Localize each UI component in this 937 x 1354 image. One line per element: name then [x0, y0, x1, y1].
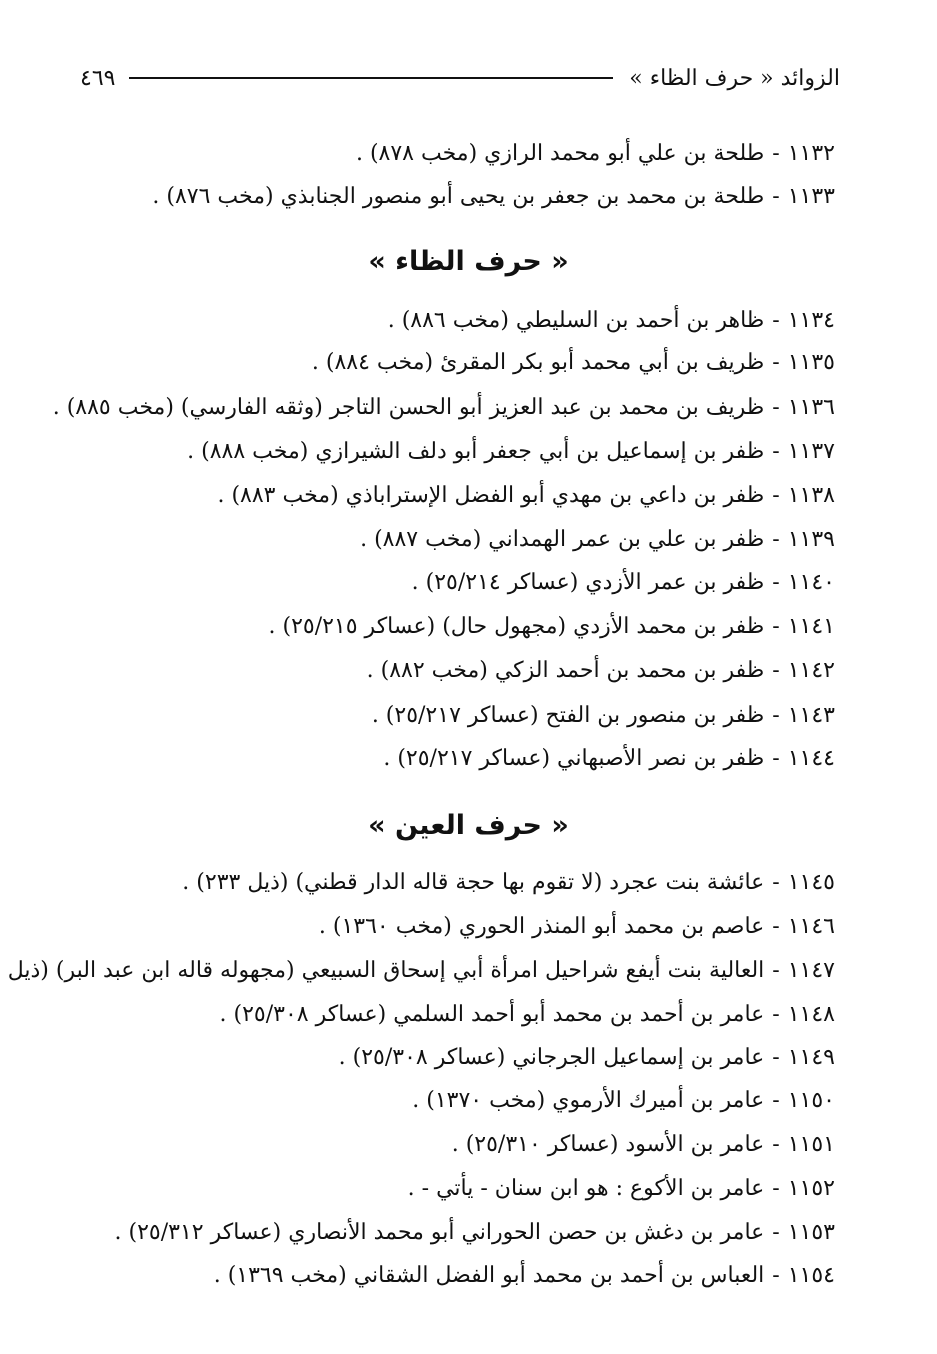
- entry-1150: [412, 1090, 835, 1112]
- entry-number: ١١٣٥: [787, 350, 835, 375]
- entry-dash: -: [772, 958, 780, 983]
- entry-number: ١١٤٣: [787, 703, 835, 728]
- entry-number: ١١٥٣: [787, 1220, 835, 1245]
- entry-number: ١١٥٢: [787, 1176, 835, 1201]
- entry-1143: [372, 705, 835, 727]
- entry-dash: -: [772, 1088, 780, 1113]
- entry-dash: -: [772, 746, 780, 771]
- entry-1147: [0, 960, 835, 982]
- entry-text: ظفر بن محمد بن أحمد الزكي (مخب ٨٨٢) .: [366, 658, 765, 683]
- entry-number: ١١٤٠: [787, 570, 835, 595]
- running-title: الزوائد « حرف الظاء »: [629, 65, 840, 91]
- section-heading-zaa: « حرف الظاء »: [368, 246, 569, 277]
- entry-number: ١١٤٧: [787, 958, 835, 983]
- entry-text: عامر بن دغش بن حصن الحوراني أبو محمد الأنصاري (عساكر ٢٥/٣١٢) .: [114, 1220, 765, 1245]
- entry-dash: -: [772, 570, 780, 595]
- entry-dash: -: [772, 483, 780, 508]
- entry-1140: [412, 572, 835, 594]
- entry-dash: -: [772, 1176, 780, 1201]
- entry-1137: [187, 441, 835, 463]
- entry-text: طلحة بن محمد بن جعفر بن يحيى أبو منصور الجنابذي (مخب ٨٧٦) .: [152, 184, 765, 209]
- entry-dash: -: [772, 308, 780, 333]
- entry-number: ١١٣٣: [787, 184, 835, 209]
- entry-text: ظفر بن داعي بن مهدي أبو الفضل الإستراباذي (مخب ٨٨٣) .: [217, 483, 765, 508]
- entry-dash: -: [772, 658, 780, 683]
- entry-1141: [268, 616, 835, 638]
- entry-text: ظريف بن أبي محمد أبو بكر المقرئ (مخب ٨٨٤) .: [311, 350, 765, 375]
- entry-text: ظريف بن محمد بن عبد العزيز أبو الحسن التاجر (وثقه الفارسي) (مخب ٨٨٥) .: [52, 395, 765, 420]
- entry-text: عامر بن أحمد بن محمد أبو أحمد السلمي (عساكر ٢٥/٣٠٨) .: [219, 1002, 765, 1027]
- entry-dash: -: [772, 870, 780, 895]
- entry-1152: [408, 1178, 835, 1200]
- entry-text: العالية بنت أيفع شراحيل امرأة أبي إسحاق السبيعي (مجهوله قاله ابن عبد البر) (ذيل: [7, 958, 765, 983]
- entry-number: ١١٣٧: [787, 439, 835, 464]
- entry-number: ١١٣٢: [787, 141, 835, 166]
- entry-dash: -: [772, 1132, 780, 1157]
- entry-text: العباس بن أحمد بن محمد أبو الفضل الشقاني (مخب ١٣٦٩) .: [213, 1263, 765, 1288]
- entry-number: ١١٥١: [787, 1132, 835, 1157]
- entry-1142: [367, 660, 835, 682]
- entry-text: ظفر بن نصر الأصبهاني (عساكر ٢٥/٢١٧) .: [383, 746, 765, 771]
- entry-number: ١١٤٢: [787, 658, 835, 683]
- entry-1144: [383, 748, 835, 770]
- entry-number: ١١٣٩: [787, 527, 835, 552]
- entry-number: ١١٥٠: [787, 1088, 835, 1113]
- entry-number: ١١٣٦: [787, 395, 835, 420]
- entry-number: ١١٤٨: [787, 1002, 835, 1027]
- page-number: ٤٦٩: [80, 65, 116, 91]
- entry-text: ظفر بن محمد الأزدي (مجهول حال) (عساكر ٢٥/٢١٥) .: [268, 614, 765, 639]
- entry-1146: [319, 916, 835, 938]
- entry-1133: [152, 186, 835, 208]
- entry-number: ١١٤٤: [787, 746, 835, 771]
- entry-text: عامر بن أميرك الأرموي (مخب ١٣٧٠) .: [412, 1088, 765, 1113]
- entry-text: ظفر بن علي بن عمر الهمداني (مخب ٨٨٧) .: [360, 527, 765, 552]
- entry-dash: -: [772, 184, 780, 209]
- entry-dash: -: [772, 1220, 780, 1245]
- entry-1151: [452, 1134, 835, 1156]
- section-heading-ayn: « حرف العين »: [368, 810, 569, 841]
- entry-dash: -: [772, 527, 780, 552]
- entry-text: عامر بن إسماعيل الجرجاني (عساكر ٢٥/٣٠٨) .: [338, 1045, 765, 1070]
- entry-number: ١١٤٥: [787, 870, 835, 895]
- entry-1134: [388, 310, 835, 332]
- entry-text: عامر بن الأكوع : هو ابن سنان - يأتي - .: [407, 1176, 765, 1201]
- entry-text: عائشة بنت عجرد (لا تقوم بها حجة قاله الدار قطني) (ذيل ٢٣٣) .: [182, 870, 765, 895]
- entry-number: ١١٣٨: [787, 483, 835, 508]
- entry-dash: -: [772, 703, 780, 728]
- entry-text: ظاهر بن أحمد بن السليطي (مخب ٨٨٦) .: [387, 308, 765, 333]
- entry-text: عاصم بن محمد أبو المنذر الحوري (مخب ١٣٦٠) .: [318, 914, 765, 939]
- entry-number: ١١٥٤: [787, 1263, 835, 1288]
- entry-text: طلحة بن علي أبو محمد الرازي (مخب ٨٧٨) .: [355, 141, 765, 166]
- entry-1153: [115, 1222, 835, 1244]
- entry-text: عامر بن الأسود (عساكر ٢٥/٣١٠) .: [451, 1132, 765, 1157]
- entry-1135: [312, 352, 835, 374]
- entry-number: ١١٤١: [787, 614, 835, 639]
- entry-1132: [356, 143, 835, 165]
- entry-1139: [360, 529, 835, 551]
- entry-dash: -: [772, 914, 780, 939]
- entry-text: ظفر بن منصور بن الفتح (عساكر ٢٥/٢١٧) .: [371, 703, 765, 728]
- entry-dash: -: [772, 350, 780, 375]
- running-header: [80, 60, 840, 96]
- entry-number: ١١٤٦: [787, 914, 835, 939]
- entry-dash: -: [772, 1045, 780, 1070]
- entry-1136: [53, 397, 835, 419]
- entry-number: ١١٣٤: [787, 308, 835, 333]
- entry-1145: [182, 872, 835, 894]
- entry-dash: -: [772, 141, 780, 166]
- entry-1138: [217, 485, 835, 507]
- entry-text: ظفر بن عمر الأزدي (عساكر ٢٥/٢١٤) .: [411, 570, 765, 595]
- entry-dash: -: [772, 439, 780, 464]
- entry-dash: -: [772, 614, 780, 639]
- entry-number: ١١٤٩: [787, 1045, 835, 1070]
- entry-1149: [339, 1047, 835, 1069]
- entry-dash: -: [772, 395, 780, 420]
- entry-dash: -: [772, 1263, 780, 1288]
- entry-text: ظفر بن إسماعيل بن أبي جعفر أبو دلف الشيرازي (مخب ٨٨٨) .: [187, 439, 765, 464]
- entry-1154: [214, 1265, 835, 1287]
- entry-dash: -: [772, 1002, 780, 1027]
- entry-1148: [220, 1004, 835, 1026]
- header-rule: [129, 77, 613, 79]
